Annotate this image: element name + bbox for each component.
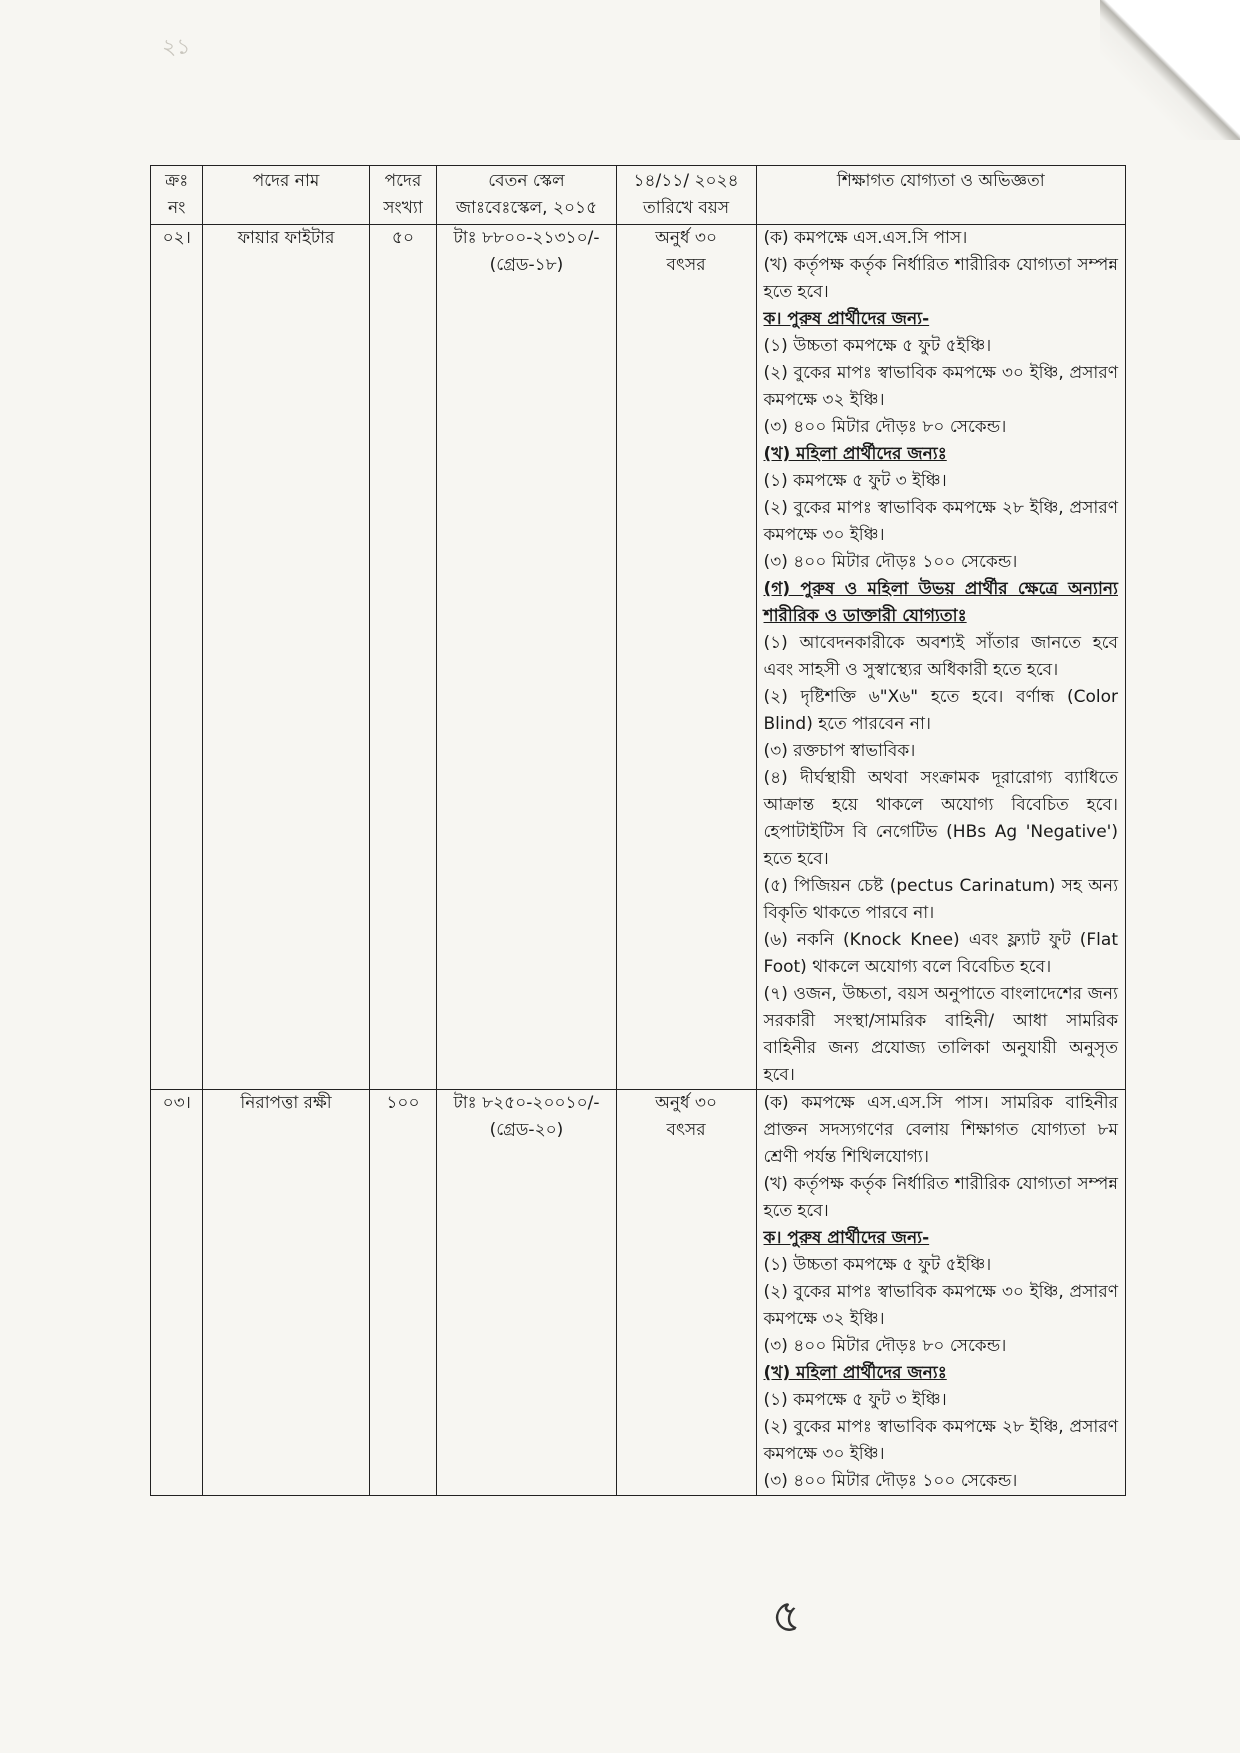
cell-qualification xyxy=(756,225,1125,1090)
cell-pay-scale: টাঃ ৮৮০০-২১৩১০/- (গ্রেড-১৮) xyxy=(437,225,616,1090)
header-post-name: পদের নাম xyxy=(203,166,369,225)
qualification-line: ক। পুরুষ প্রার্থীদের জন্য- xyxy=(763,1228,930,1248)
header-mark: ২১ xyxy=(162,35,191,60)
qualification-line: (খ) কর্তৃপক্ষ কর্তৃক নির্ধারিত শারীরিক যোগ্যতা সম্পন্ন হতে হবে। xyxy=(763,1174,1118,1221)
qualification-line: (৩) রক্তচাপ স্বাভাবিক। xyxy=(763,741,916,761)
header-age: ১৪/১১/ ২০২৪ তারিখে বয়স xyxy=(616,166,756,225)
qualification-line: (২) দৃষ্টিশক্তি ৬"X৬" হতে হবে। বর্ণান্ধ (Color Blind) হতে পারবেন না। xyxy=(763,687,1118,734)
qualification-line: (২) বুকের মাপঃ স্বাভাবিক কমপক্ষে ৩০ ইঞ্চি, প্রসারণ কমপক্ষে ৩২ ইঞ্চি। xyxy=(763,1282,1118,1329)
cell-serial: ০২। xyxy=(151,225,203,1090)
qualification-line: (৪) দীর্ঘস্থায়ী অথবা সংক্রামক দূরারোগ্য ব্যাধিতে আক্রান্ত হয়ে থাকলে অযোগ্য বিবেচিত হবে। হেপাটাইটিস বি নেগেটিভ (HBs Ag 'Negative') হতে হবে। xyxy=(763,768,1118,869)
job-posts-table xyxy=(150,165,1126,1496)
cell-serial: ০৩। xyxy=(151,1090,203,1496)
qualification-line: (২) বুকের মাপঃ স্বাভাবিক কমপক্ষে ২৮ ইঞ্চি, প্রসারণ কমপক্ষে ৩০ ইঞ্চি। xyxy=(763,1417,1118,1464)
header-post-count: পদের সংখ্যা xyxy=(369,166,437,225)
qualification-line: (৬) নকনি (Knock Knee) এবং ফ্ল্যাট ফুট (Flat Foot) থাকলে অযোগ্য বলে বিবেচিত হবে। xyxy=(763,930,1118,977)
cell-post-count: ১০০ xyxy=(369,1090,437,1496)
cell-age-limit: অনুর্ধ ৩০ বৎসর xyxy=(616,1090,756,1496)
cell-post-count: ৫০ xyxy=(369,225,437,1090)
qualification-line: (৩) ৪০০ মিটার দৌড়ঃ ১০০ সেকেন্ড। xyxy=(763,552,1018,572)
cell-age-limit: অনুর্ধ ৩০ বৎসর xyxy=(616,225,756,1090)
header-serial: ক্রঃ নং xyxy=(151,166,203,225)
cell-qualification xyxy=(756,1090,1125,1496)
cell-post-name: ফায়ার ফাইটার xyxy=(203,225,369,1090)
qualification-line: (২) বুকের মাপঃ স্বাভাবিক কমপক্ষে ৩০ ইঞ্চি, প্রসারণ কমপক্ষে ৩২ ইঞ্চি। xyxy=(763,363,1118,410)
qualification-line: (১) উচ্চতা কমপক্ষে ৫ ফুট ৫ইঞ্চি। xyxy=(763,1255,992,1275)
qualification-line: (খ) মহিলা প্রার্থীদের জন্যঃ xyxy=(763,444,947,464)
qualification-line: (৩) ৪০০ মিটার দৌড়ঃ ১০০ সেকেন্ড। xyxy=(763,1471,1018,1491)
table-header-row xyxy=(151,166,1126,225)
qualification-line: (৩) ৪০০ মিটার দৌড়ঃ ৮০ সেকেন্ড। xyxy=(763,417,1007,437)
qualification-line: ক। পুরুষ প্রার্থীদের জন্য- xyxy=(763,309,930,329)
qualification-line: (১) কমপক্ষে ৫ ফুট ৩ ইঞ্চি। xyxy=(763,1390,947,1410)
header-pay-scale: বেতন স্কেল জাঃবেঃস্কেল, ২০১৫ xyxy=(437,166,616,225)
table-row xyxy=(151,225,1126,1090)
qualification-line: (খ) মহিলা প্রার্থীদের জন্যঃ xyxy=(763,1363,947,1383)
qualification-line: (খ) কর্তৃপক্ষ কর্তৃক নির্ধারিত শারীরিক যোগ্যতা সম্পন্ন হতে হবে। xyxy=(763,255,1118,302)
qualification-line: (৫) পিজিয়ন চেষ্ট (pectus Carinatum) সহ অন্য বিকৃতি থাকতে পারবে না। xyxy=(763,876,1118,923)
cell-pay-scale: টাঃ ৮২৫০-২০০১০/- (গ্রেড-২০) xyxy=(437,1090,616,1496)
qualification-line: (২) বুকের মাপঃ স্বাভাবিক কমপক্ষে ২৮ ইঞ্চি, প্রসারণ কমপক্ষে ৩০ ইঞ্চি। xyxy=(763,498,1118,545)
header-qualification: শিক্ষাগত যোগ্যতা ও অভিজ্ঞতা xyxy=(756,166,1125,225)
qualification-line: (ক) কমপক্ষে এস.এস.সি পাস। xyxy=(763,228,968,248)
table-row xyxy=(151,1090,1126,1496)
page-number: ৫ xyxy=(765,1586,807,1646)
qualification-line: (ক) কমপক্ষে এস.এস.সি পাস। সামরিক বাহিনীর প্রাক্তন সদস্যগণের বেলায় শিক্ষাগত যোগ্যতা ৮ম শ্রেণী পর্যন্ত শিথিলযোগ্য। xyxy=(763,1093,1118,1167)
qualification-line: (১) কমপক্ষে ৫ ফুট ৩ ইঞ্চি। xyxy=(763,471,947,491)
cell-post-name: নিরাপত্তা রক্ষী xyxy=(203,1090,369,1496)
qualification-line: (৭) ওজন, উচ্চতা, বয়স অনুপাতে বাংলাদেশের জন্য সরকারী সংস্থা/সামরিক বাহিনী/ আধা সামরিক বাহিনীর জন্য প্রযোজ্য তালিকা অনুযায়ী অনুসৃত হবে। xyxy=(763,984,1118,1085)
qualification-line: (১) আবেদনকারীকে অবশ্যই সাঁতার জানতে হবে এবং সাহসী ও সুস্বাস্থ্যের অধিকারী হতে হবে। xyxy=(763,633,1118,680)
qualification-line: (গ) পুরুষ ও মহিলা উভয় প্রার্থীর ক্ষেত্রে অন্যান্য শারীরিক ও ডাক্তারী যোগ্যতাঃ xyxy=(763,579,1118,626)
qualification-line: (৩) ৪০০ মিটার দৌড়ঃ ৮০ সেকেন্ড। xyxy=(763,1336,1007,1356)
qualification-line: (১) উচ্চতা কমপক্ষে ৫ ফুট ৫ইঞ্চি। xyxy=(763,336,992,356)
page-corner-fold xyxy=(1100,0,1240,140)
